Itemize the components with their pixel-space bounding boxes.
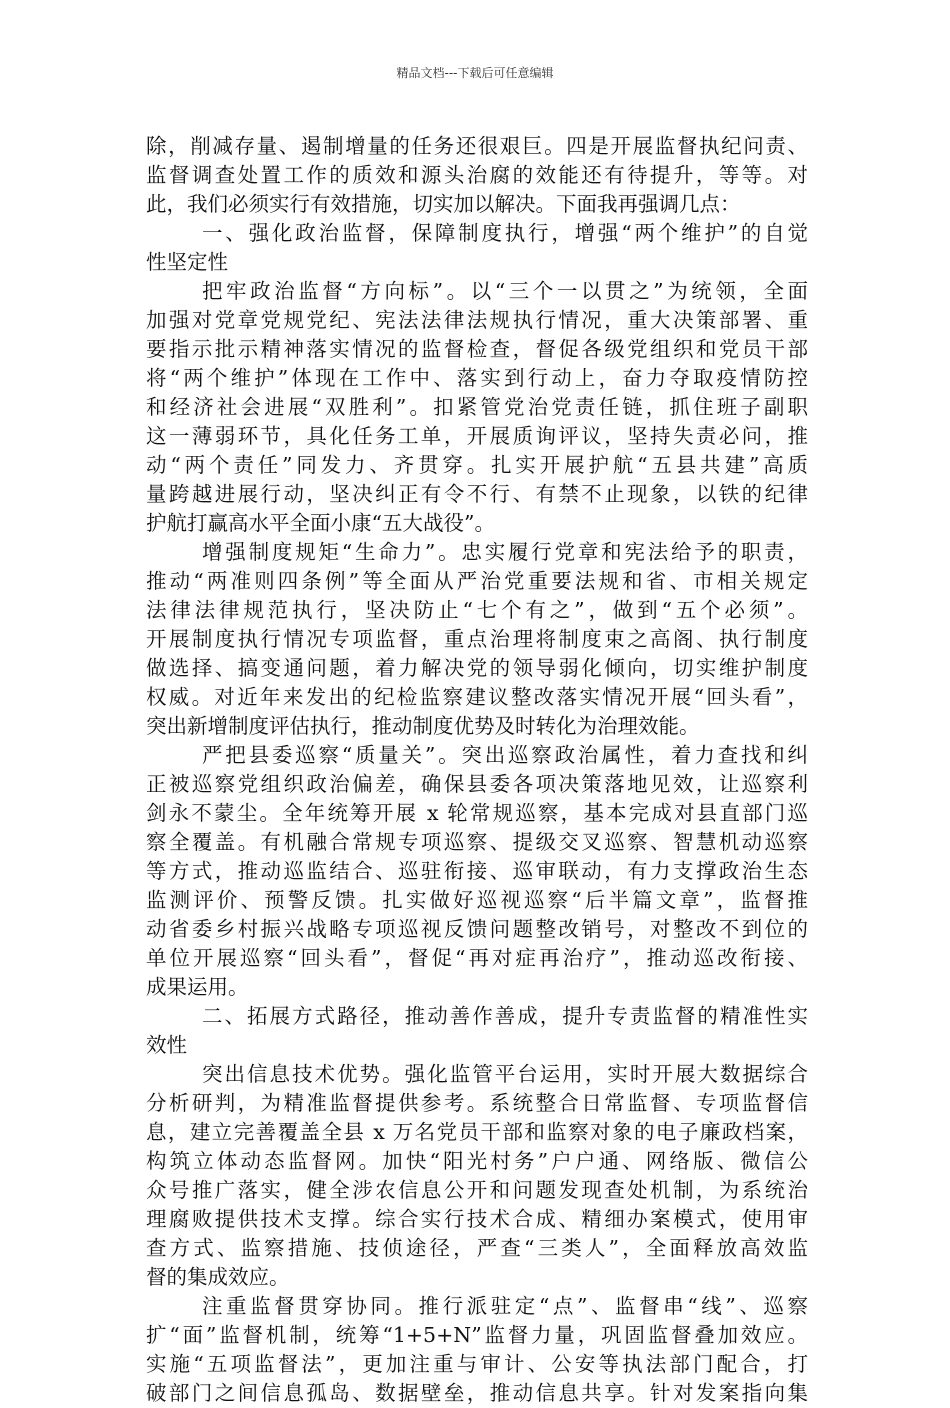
text-line: 和经济社会进展“双胜利”。扣紧管党治党责任链，抓住班子副职 — [146, 395, 808, 419]
text-line: 突出新增制度评估执行，推动制度优势及时转化为治理效能。 — [146, 714, 700, 738]
text-line: 将“两个维护”体现在工作中、落实到行动上，奋力夺取疫情防控 — [146, 366, 808, 390]
text-line: 严把县委巡察“质量关”。突出巡察政治属性，着力查找和纠 — [202, 743, 808, 767]
text-line: 息，建立完善覆盖全县 x 万名党员干部和监察对象的电子廉政档案， — [146, 1120, 808, 1144]
text-line: 这一薄弱环节，具化任务工单，开展质询评议，坚持失责必问，推 — [146, 424, 808, 448]
text-line: 构筑立体动态监督网。加快“阳光村务”户户通、网络版、微信公 — [146, 1149, 808, 1173]
text-line: 做选择、搞变通问题，着力解决党的领导弱化倾向，切实维护制度 — [146, 656, 808, 680]
text-line: 动省委乡村振兴战略专项巡视反馈问题整改销号，对整改不到位的 — [146, 917, 808, 941]
text-line: 等方式，推动巡监结合、巡驻衔接、巡审联动，有力支撑政治生态 — [146, 859, 808, 883]
text-line: 加强对党章党规党纪、宪法法律法规执行情况，重大决策部署、重 — [146, 308, 808, 332]
text-line: 查方式、监察措施、技侦途径，严查“三类人”，全面释放高效监 — [146, 1236, 808, 1260]
text-line: 单位开展巡察“回头看”，督促“再对症再治疗”，推动巡改衔接、 — [146, 946, 808, 970]
text-line: 效性 — [146, 1033, 187, 1057]
text-line: 权威。对近年来发出的纪检监察建议整改落实情况开展“回头看”， — [146, 685, 808, 709]
text-line: 一、强化政治监督，保障制度执行，增强“两个维护”的自觉 — [202, 221, 808, 245]
text-line: 剑永不蒙尘。全年统筹开展 x 轮常规巡察，基本完成对县直部门巡 — [146, 801, 808, 825]
text-line: 量跨越进展行动，坚决纠正有令不行、有禁不止现象，以铁的纪律 — [146, 482, 808, 506]
text-line: 除，削减存量、遏制增量的任务还很艰巨。四是开展监督执纪问责、 — [146, 134, 808, 158]
page-header: 精品文档---下载后可任意编辑 — [396, 66, 554, 80]
text-line: 此，我们必须实行有效措施，切实加以解决。下面我再强调几点： — [146, 192, 741, 216]
text-line: 要指示批示精神落实情况的监督检查，督促各级党组织和党员干部 — [146, 337, 808, 361]
text-line: 性坚定性 — [146, 250, 228, 274]
text-line: 众号推广落实，健全涉农信息公开和问题发现查处机制，为系统治 — [146, 1178, 808, 1202]
text-line: 法律法律规范执行，坚决防止“七个有之”，做到“五个必须”。 — [146, 598, 808, 622]
text-line: 监督调查处置工作的质效和源头治腐的效能还有待提升，等等。对 — [146, 163, 808, 187]
text-line: 护航打赢高水平全面小康“五大战役”。 — [146, 511, 495, 535]
text-line: 把牢政治监督“方向标”。以“三个一以贯之”为统领，全面 — [202, 279, 808, 303]
text-line: 开展制度执行情况专项监督，重点治理将制度束之高阁、执行制度 — [146, 627, 808, 651]
text-line: 推动“两准则四条例”等全面从严治党重要法规和省、市相关规定 — [146, 569, 808, 593]
text-line: 实施“五项监督法”，更加注重与审计、公安等执法部门配合，打 — [146, 1352, 808, 1376]
text-line: 成果运用。 — [146, 975, 249, 999]
text-line: 分析研判，为精准监督提供参考。系统整合日常监督、专项监督信 — [146, 1091, 808, 1115]
text-line: 动“两个责任”同发力、齐贯穿。扎实开展护航“五县共建”高质 — [146, 453, 808, 477]
text-line: 注重监督贯穿协同。推行派驻定“点”、监督串“线”、巡察 — [202, 1294, 808, 1318]
text-line: 增强制度规矩“生命力”。忠实履行党章和宪法给予的职责， — [202, 540, 808, 564]
text-line: 察全覆盖。有机融合常规专项巡察、提级交叉巡察、智慧机动巡察 — [146, 830, 808, 854]
text-line: 破部门之间信息孤岛、数据壁垒，推动信息共享。针对发案指向集 — [146, 1381, 808, 1405]
text-line: 监测评价、预警反馈。扎实做好巡视巡察“后半篇文章”，监督推 — [146, 888, 808, 912]
document-body — [146, 132, 808, 1408]
text-line: 突出信息技术优势。强化监管平台运用，实时开展大数据综合 — [202, 1062, 808, 1086]
text-line: 督的集成效应。 — [146, 1265, 290, 1289]
text-line: 理腐败提供技术支撑。综合实行技术合成、精细办案模式，使用审 — [146, 1207, 808, 1231]
text-line: 正被巡察党组织政治偏差，确保县委各项决策落地见效，让巡察利 — [146, 772, 808, 796]
text-line: 二、拓展方式路径，推动善作善成，提升专责监督的精准性实 — [202, 1004, 808, 1028]
text-line: 扩“面”监督机制，统筹“1+5+N”监督力量，巩固监督叠加效应。 — [146, 1323, 808, 1347]
